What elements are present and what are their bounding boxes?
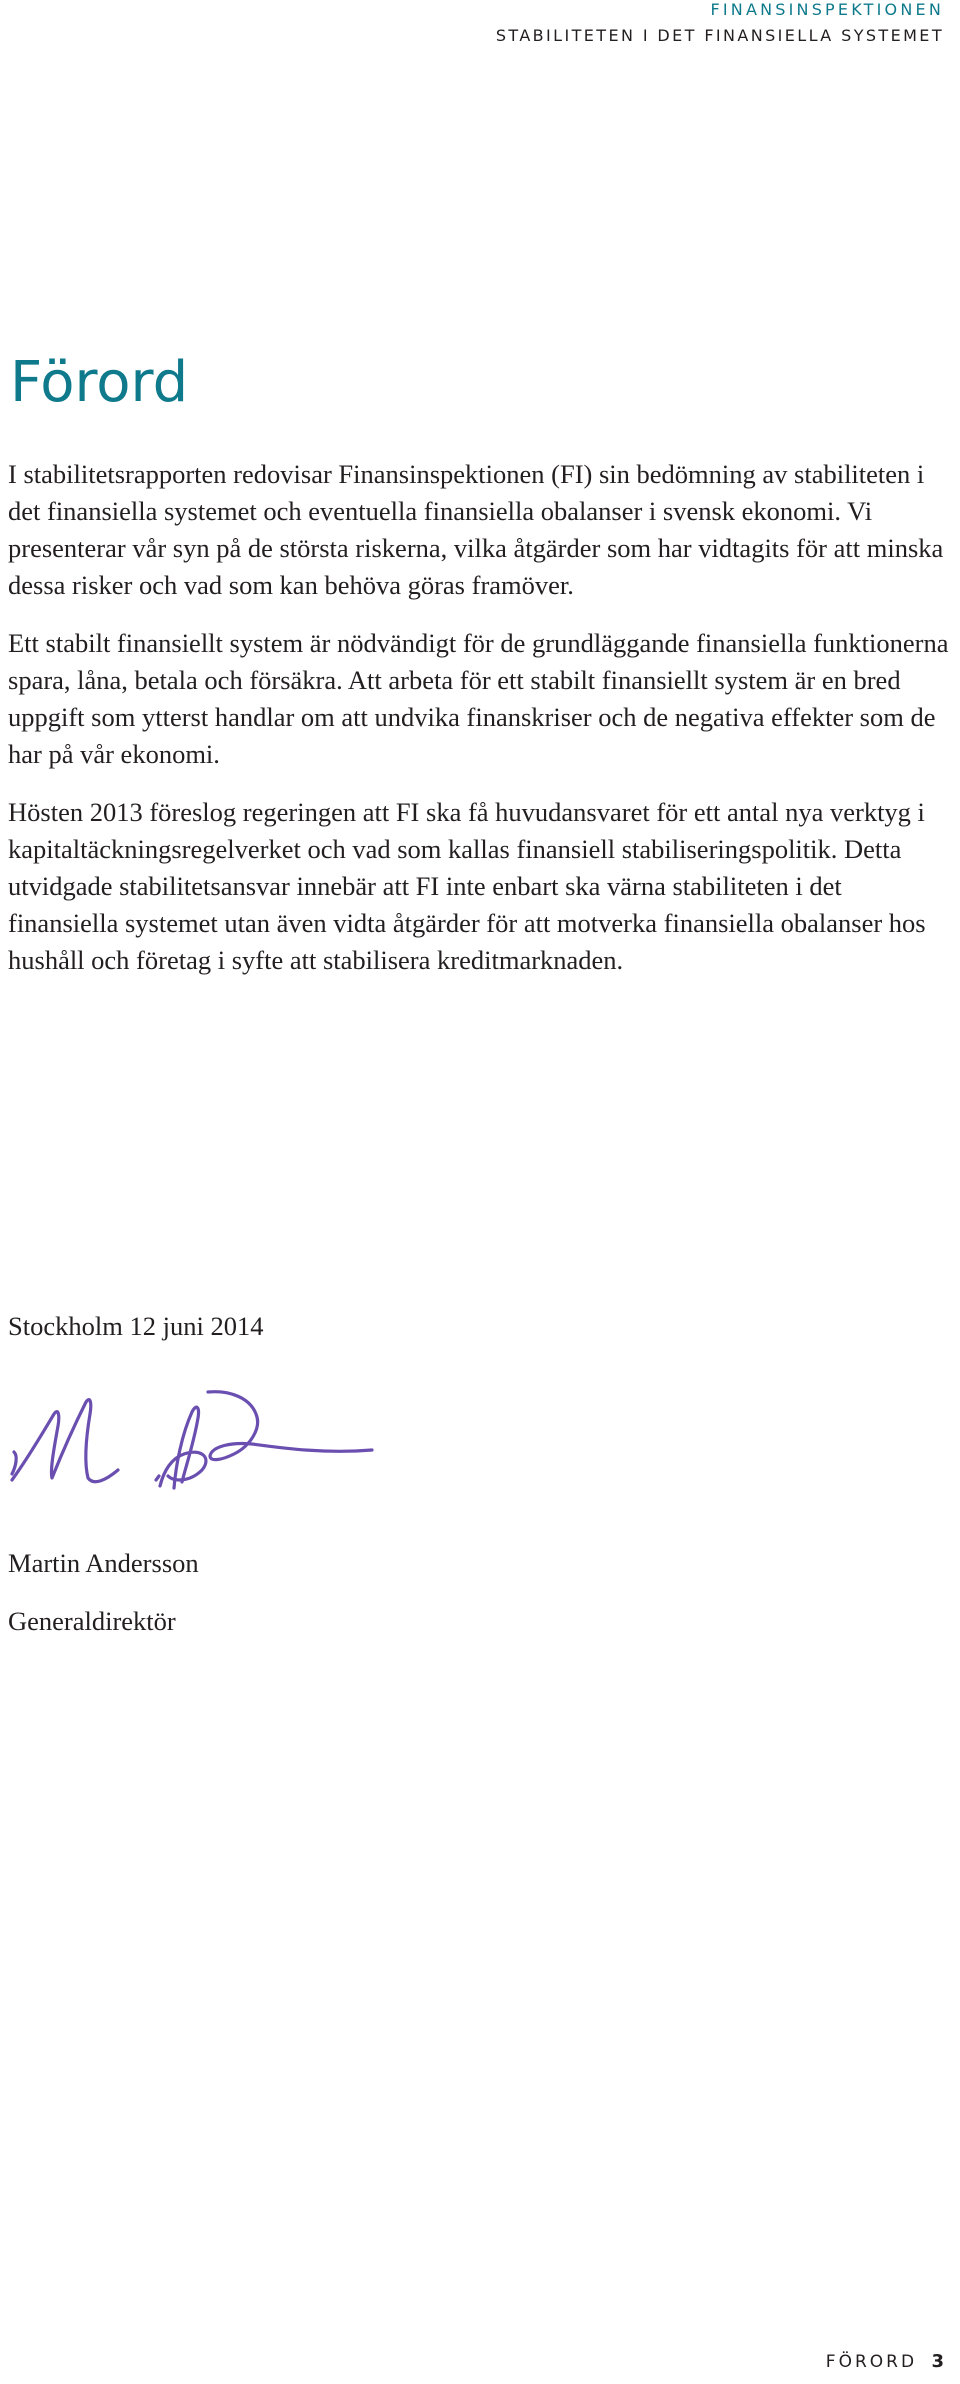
signer-role: Generaldirektör xyxy=(8,1606,176,1636)
signer-name: Martin Andersson xyxy=(8,1548,199,1578)
paragraph-stability: Ett stabilt finansiellt system är nödvändigt för de grundläggande finansiella funktionerna spara, låna, betala och försäkra. Att arbeta för ett stabilt finansiellt system är en bred uppgift som ytterst handlar om att undvika finanskriser och de negativa effekter som de har på vår ekonomi. xyxy=(8,628,949,769)
header-organization: FINANSINSPEKTIONEN xyxy=(710,0,944,19)
page-header xyxy=(496,0,944,46)
page-title: Förord xyxy=(10,350,189,415)
paragraph-intro: I stabilitetsrapporten redovisar Finansinspektionen (FI) sin bedömning av stabiliteten i det finansiella systemet och eventuella finansiella obalanser i svensk ekonomi. Vi presenterar vår syn på de största riskerna, vilka åtgärder som har vidtagits för att minska dessa risker och vad som kan behöva göras framöver. xyxy=(8,459,944,600)
paragraph-responsibility: Hösten 2013 föreslog regeringen att FI ska få huvudansvaret för ett antal nya verktyg i kapitaltäckningsregelverket och vad som kallas finansiell stabiliseringspolitik. Detta utvidgade stabilitetsansvar innebär att FI inte enbart ska värna stabiliteten i det finansiella systemet utan även vidta åtgärder för att motverka finansiella obalanser hos hushåll och företag i syfte att stabilisera kreditmarknaden. xyxy=(8,797,926,975)
header-publication: STABILITETEN I DET FINANSIELLA SYSTEMET xyxy=(495,26,944,45)
place-and-date: Stockholm 12 juni 2014 xyxy=(8,1311,264,1341)
footer-section: FÖRORD xyxy=(825,2352,918,2372)
page-number: 3 xyxy=(931,2351,944,2372)
body-text xyxy=(8,456,954,1000)
handwritten-signature xyxy=(6,1362,378,1512)
page-footer xyxy=(826,2351,944,2372)
